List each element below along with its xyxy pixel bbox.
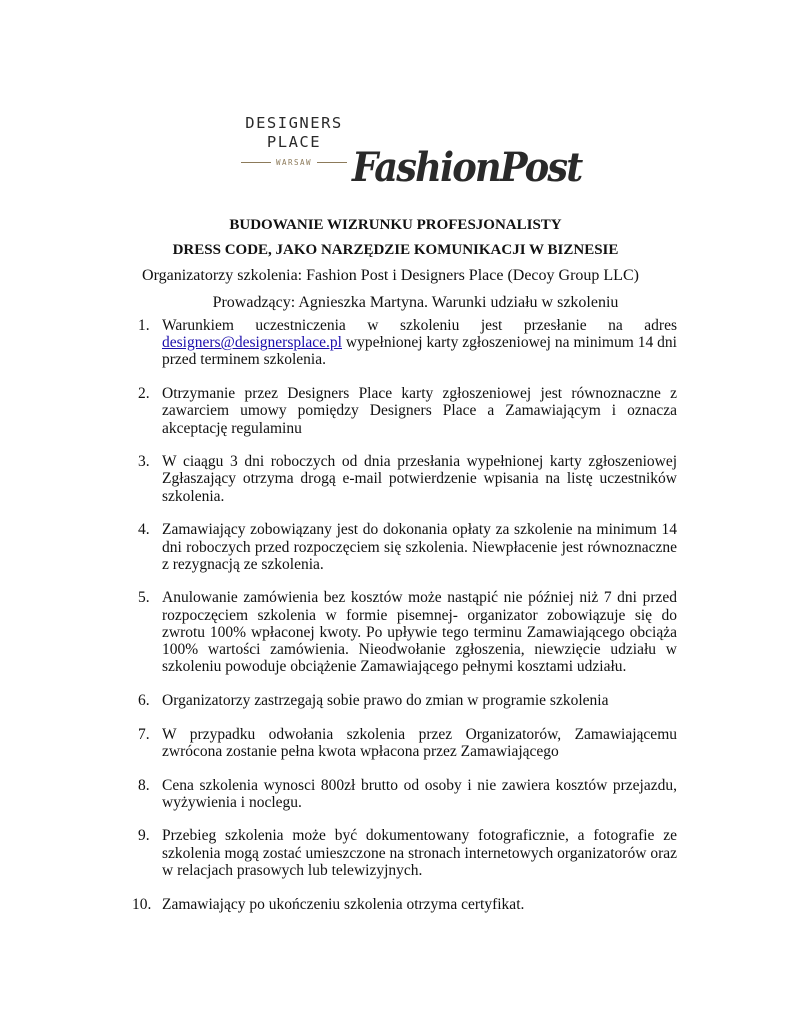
rule-text: W ciaągu 3 dni roboczych od dnia przesłania wypełnionej karty zgłoszeniowej Zgłaszający otrzyma drogą e-mail potwierdzenie wpisania na listę uczestników szkolenia. — [162, 453, 677, 505]
rule-number: 4. — [138, 521, 150, 539]
rule-text: Zamawiający zobowiązany jest do dokonania opłaty za szkolenie na minimum 14 dni roboczych przed rozpoczęciem się szkolenia. Niewpłacenie jest równoznaczne z rezygnacją ze szkolenia. — [162, 521, 677, 573]
logo-rule-right — [317, 162, 347, 163]
rule-item-8 — [132, 777, 677, 811]
fashion-post-logo: FashionPost — [352, 144, 582, 191]
rule-text: Zamawiający po ukończeniu szkolenia otrzyma certyfikat. — [162, 895, 525, 913]
leader-line: Prowadzący: Agnieszka Martyna. Warunki udziału w szkoleniu — [212, 294, 619, 311]
rule-text: Anulowanie zamówienia bez kosztów może nastąpić nie później niż 7 dni przed rozpoczęciem szkolenia w formie pisemnej- organizator zobowiązuje się do zwrotu 100% wpłaconej kwoty. Po upływie tego terminu Zamawiającego obciąża 100% wartości zamówienia. Nieodwołanie zgłoszenia, niewzięcie udziału w szkoleniu powoduje obciążenie Zamawiającego pełnymi kosztami udziału. — [162, 589, 677, 676]
rule-number: 7. — [138, 725, 150, 743]
rule-text: W przypadku odwołania szkolenia przez Organizatorów, Zamawiającemu zwrócona zostanie pełna kwota wpłacona przez Zamawiającego — [162, 725, 677, 760]
logo-header — [0, 100, 791, 200]
document-subtitle: DRESS CODE, JAKO NARZĘDZIE KOMUNIKACJI W BIZNESIE — [172, 242, 619, 258]
rule-number: 10. — [132, 895, 152, 913]
rule-text: Przebieg szkolenia może być dokumentowany fotograficznie, a fotografie ze szkolenia mogą zostać umieszczone na stronach internetowych organizatorów oraz w relacjach prasowych lub telewizyjnych. — [162, 827, 677, 879]
email-link[interactable]: designers@designersplace.pl — [162, 334, 342, 352]
rule-item-5 — [132, 589, 677, 675]
rule-text: Organizatorzy zastrzegają sobie prawo do zmian w programie szkolenia — [162, 691, 609, 709]
rule-item-6 — [132, 692, 677, 709]
rule-number: 8. — [138, 776, 150, 794]
rule-number: 3. — [138, 453, 150, 471]
organizers-line: Organizatorzy szkolenia: Fashion Post i Designers Place (Decoy Group LLC) — [142, 267, 639, 284]
rule-text: Cena szkolenia wynosci 800zł brutto od osoby i nie zawiera kosztów przejazdu, wyżywienia i noclegu. — [162, 776, 677, 811]
designers-place-city: WARSAW — [275, 158, 313, 167]
designers-place-logo-line2: PLACE — [266, 133, 322, 151]
rule-item-3 — [132, 453, 677, 505]
designers-place-city-row — [238, 158, 350, 167]
rule-item-4 — [132, 521, 677, 573]
rule-number: 2. — [138, 385, 150, 403]
rule-text-post: wypełnionej karty zgłoszeniowej na minimum 14 dni przed terminem szkolenia. — [162, 334, 677, 369]
rule-number: 6. — [138, 691, 150, 709]
rule-item-2 — [132, 385, 677, 437]
designers-place-logo-line1: DESIGNERS — [245, 114, 343, 132]
rule-item-7 — [132, 726, 677, 760]
rules-list — [132, 317, 677, 929]
document-title: BUDOWANIE WIZRUNKU PROFESJONALISTY — [229, 217, 562, 233]
rule-text-pre: Warunkiem uczestniczenia w szkoleniu jest przesłanie na adres — [162, 317, 677, 334]
logo-rule-left — [241, 162, 271, 163]
designers-place-logo — [238, 114, 350, 167]
rule-number: 9. — [138, 827, 150, 845]
rule-number: 5. — [138, 589, 150, 607]
rule-text: Otrzymanie przez Designers Place karty zgłoszeniowej jest równoznaczne z zawarciem umowy pomiędzy Designers Place a Zamawiającym i oznacza akceptację regulaminu — [162, 385, 677, 437]
rule-number: 1. — [138, 317, 150, 334]
rule-item-10 — [132, 896, 677, 913]
rule-item-1 — [132, 317, 677, 369]
rule-item-9 — [132, 827, 677, 879]
